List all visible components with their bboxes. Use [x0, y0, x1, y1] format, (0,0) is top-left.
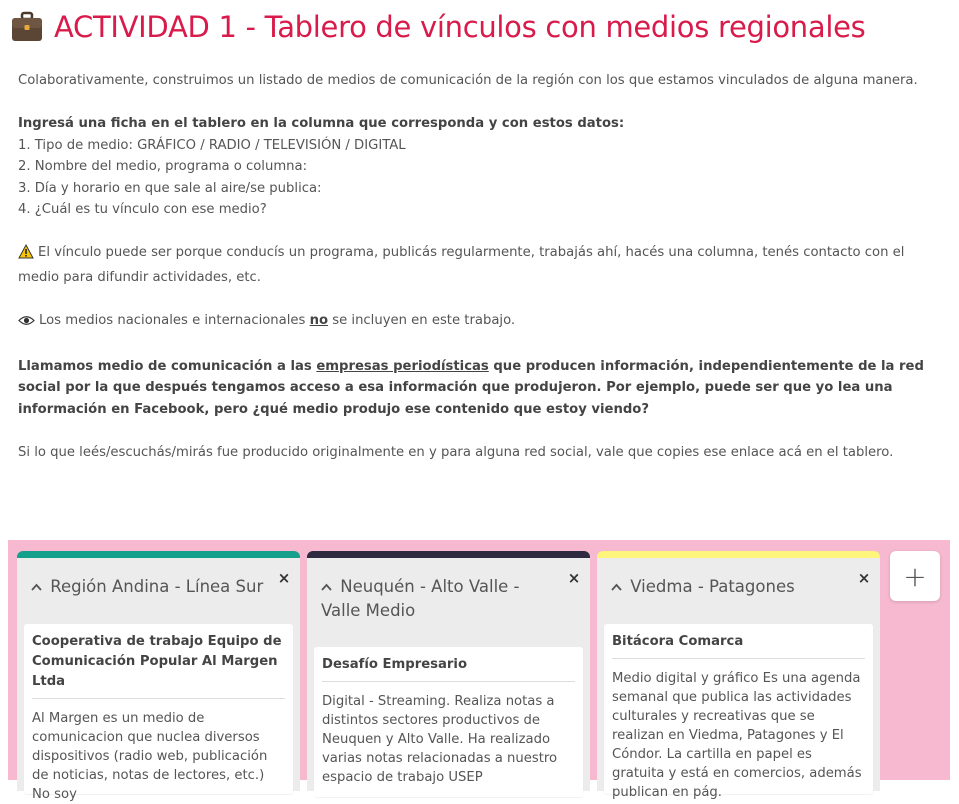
- column-title: Región Andina - Línea Sur: [50, 577, 264, 596]
- post-card[interactable]: [24, 624, 293, 802]
- social-paragraph: Si lo que leés/escuchás/mirás fue producido originalmente en y para alguna red social, vale que copies ese enlace acá en el tablero.: [18, 444, 894, 460]
- page-title: ACTIVIDAD 1 - Tablero de vínculos con medios regionales: [54, 10, 866, 44]
- page-header: [10, 10, 865, 44]
- column-title: Neuquén - Alto Valle - Valle Medio: [321, 577, 520, 620]
- chevron-up-icon[interactable]: [611, 574, 625, 598]
- definition-text-start: Llamamos medio de comunicación a las: [18, 358, 317, 374]
- card-title: Bitácora Comarca: [612, 632, 865, 659]
- instructions-heading: Ingresá una ficha en el tablero en la columna que corresponda y con estos datos:: [18, 116, 625, 131]
- card-body: Al Margen es un medio de comunicacion que nuclea diversos dispositivos (radio web, publicación de noticias, notas de lectores, etc.) No soy: [32, 711, 268, 802]
- post-card[interactable]: [314, 647, 583, 797]
- close-icon[interactable]: ×: [567, 569, 581, 587]
- instruction-item-4: 4. ¿Cuál es tu vínculo con ese medio?: [18, 202, 267, 217]
- column-neuquen: [307, 551, 590, 791]
- briefcase-icon: [10, 10, 44, 44]
- note-emphasis: no: [309, 312, 329, 328]
- instruction-item-3: 3. Día y horario en que sale al aire/se publica:: [18, 180, 322, 196]
- column-viedma: [597, 551, 880, 800]
- intro-paragraph: Colaborativamente, construimos un listado de medios de comunicación de la región con los que estamos vinculados de alguna manera.: [18, 73, 918, 88]
- chevron-up-icon[interactable]: [31, 574, 45, 598]
- instruction-item-2: 2. Nombre del medio, programa o columna:: [18, 159, 308, 174]
- activity-description: [18, 70, 943, 463]
- note-paragraph: [18, 310, 943, 335]
- column-header[interactable]: [597, 558, 880, 599]
- note-text-start: Los medios nacionales e internacionales: [39, 312, 310, 328]
- warning-text: El vínculo puede ser porque conducís un programa, publicás regularmente, trabajás ahí, hacés una columna, tenés contacto con el medio para difundir actividades, etc.: [18, 245, 905, 285]
- close-icon[interactable]: ×: [857, 569, 871, 587]
- card-body: Medio digital y gráfico Es una agenda semanal que publica las actividades culturales y recreativas que se realizan en Viedma, Patagones y El Cóndor. La cartilla en papel es gratuita y está en comercios, además publican en pág.: [612, 671, 862, 800]
- chevron-up-icon[interactable]: [321, 574, 335, 598]
- definition-paragraph: [18, 356, 943, 421]
- warning-paragraph: [18, 242, 943, 288]
- definition-link[interactable]: empresas periodísticas: [316, 358, 489, 374]
- close-icon[interactable]: ×: [277, 569, 291, 587]
- warning-icon: [18, 244, 34, 267]
- padlet-board: [8, 540, 950, 802]
- definition-text-end: que producen información, independientemente de la red social por la que después tengamos acceso a esa información que produjeron. Por ejemplo, puede ser que yo lea una información en Facebook, pero ¿qué medio produjo ese contenido que estoy viendo?: [18, 358, 924, 417]
- add-column-button[interactable]: [890, 551, 940, 601]
- eye-icon: [18, 313, 35, 335]
- column-title: Viedma - Patagones: [630, 577, 795, 596]
- card-title: Desafío Empresario: [322, 655, 575, 682]
- card-title: Cooperativa de trabajo Equipo de Comunicación Popular Al Margen Ltda: [32, 632, 285, 699]
- card-body: Digital - Streaming. Realiza notas a distintos sectores productivos de Neuquen y Alto Valle. Ha realizado varias notas relacionadas a nuestro espacio de trabajo USEP: [322, 694, 558, 785]
- note-text-end: se incluyen en este trabajo.: [328, 312, 516, 328]
- column-header[interactable]: [17, 558, 300, 599]
- post-card[interactable]: [604, 624, 873, 800]
- plus-icon: +: [903, 559, 927, 593]
- column-region-andina: [17, 551, 300, 802]
- instruction-item-1: 1. Tipo de medio: GRÁFICO / RADIO / TELEVISIÓN / DIGITAL: [18, 137, 406, 153]
- column-header[interactable]: [307, 558, 590, 623]
